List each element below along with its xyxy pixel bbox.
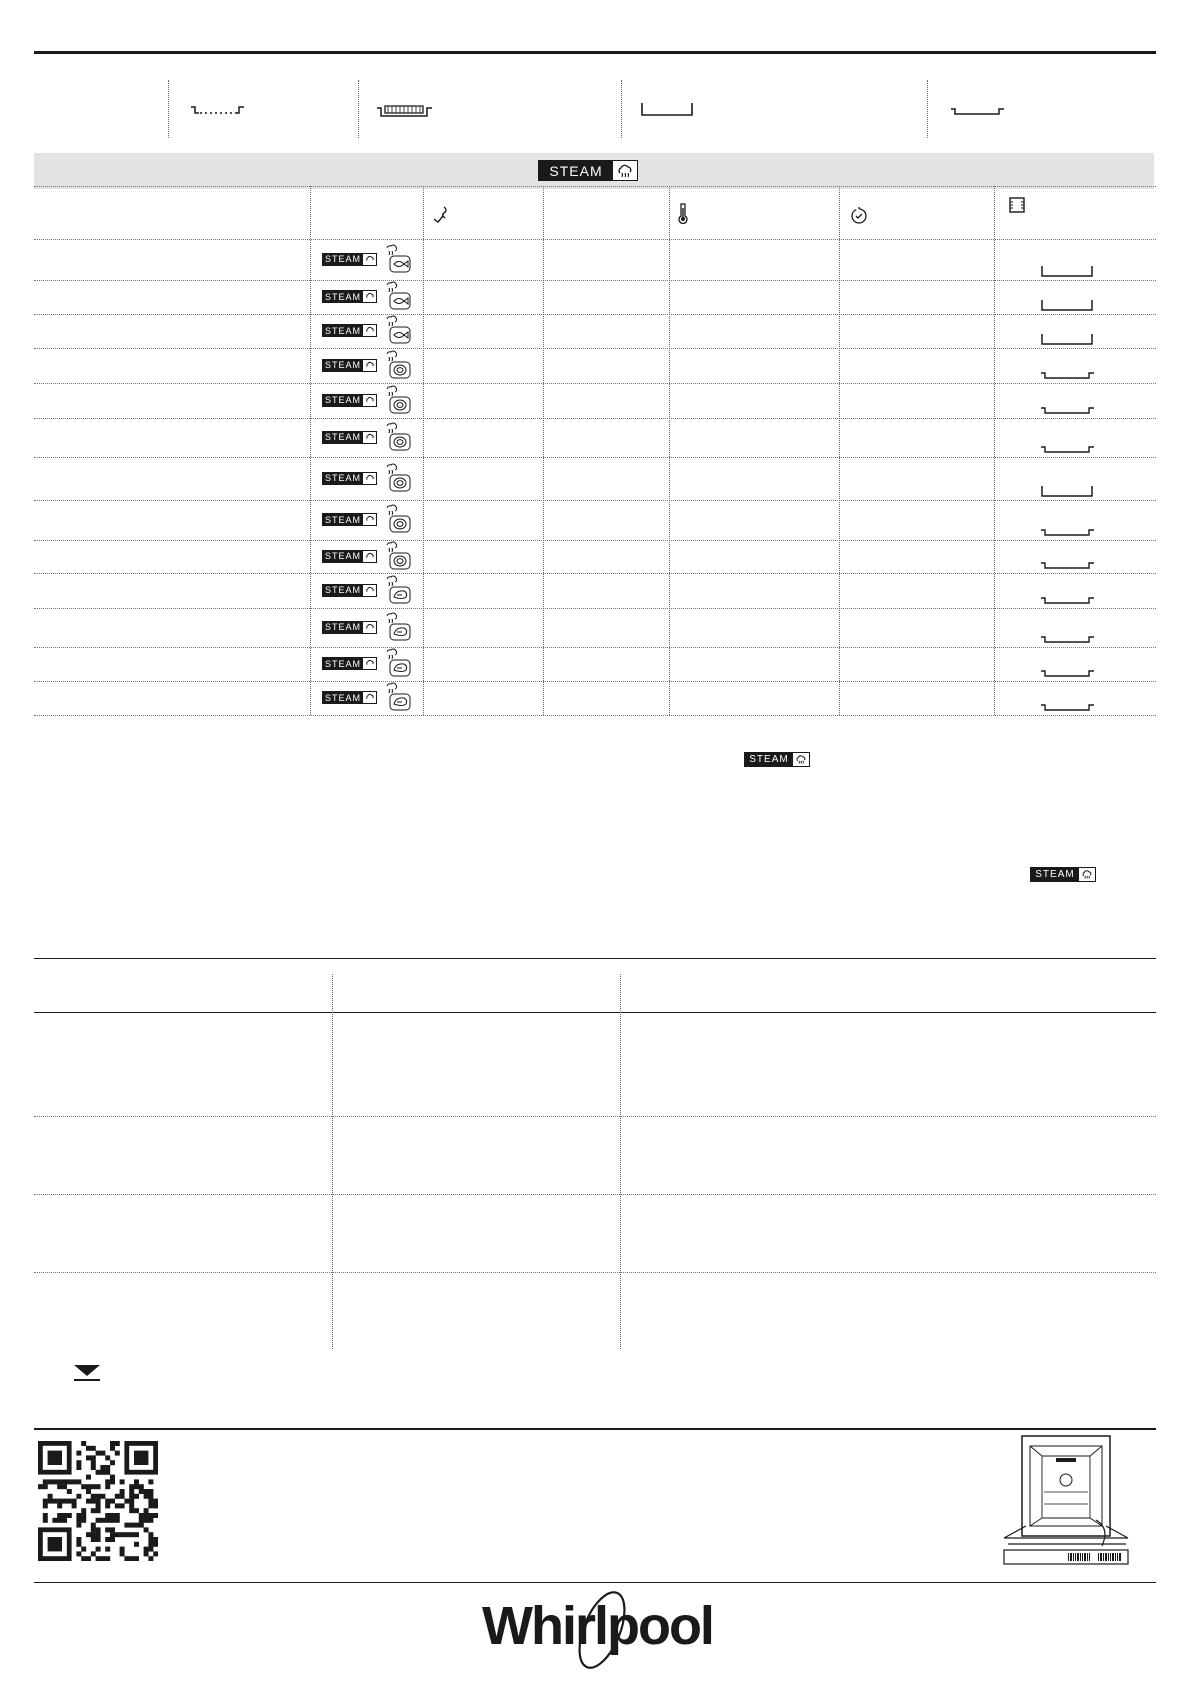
steam-cloud-icon bbox=[363, 473, 376, 484]
shallow-baking-tray-icon bbox=[1040, 526, 1096, 538]
steam-cloud-icon bbox=[363, 514, 376, 525]
timer-icon bbox=[849, 205, 869, 225]
note-steam-badge-2 bbox=[1030, 867, 1096, 882]
top-rule bbox=[34, 51, 1156, 54]
shallow-baking-tray-icon bbox=[1040, 404, 1096, 416]
steam-cloud-icon bbox=[363, 432, 376, 443]
brand-logo-text: Whirlpool bbox=[482, 1596, 713, 1656]
row-steam-badge bbox=[322, 657, 377, 670]
row-steam-label: STEAM bbox=[324, 514, 361, 525]
steam-cloud-icon bbox=[363, 692, 376, 703]
fish-icon bbox=[383, 281, 411, 311]
row-steam-label: STEAM bbox=[324, 395, 361, 405]
shallow-baking-tray-icon bbox=[1040, 701, 1096, 713]
vegetable-icon bbox=[383, 422, 411, 452]
row-steam-badge bbox=[322, 691, 377, 704]
row-steam-badge bbox=[322, 513, 377, 526]
grill-rack-on-tray-icon bbox=[376, 102, 434, 118]
shallow-baking-tray-icon bbox=[1040, 667, 1096, 679]
deep-baking-tray-icon bbox=[640, 101, 696, 117]
footer-rule-bottom bbox=[34, 1582, 1156, 1583]
meat-icon bbox=[383, 575, 411, 605]
deep-baking-tray-icon bbox=[1040, 332, 1096, 346]
row-steam-label: STEAM bbox=[324, 658, 361, 669]
fish-icon bbox=[383, 244, 411, 274]
shallow-baking-tray-icon bbox=[1040, 633, 1096, 645]
thermometer-icon bbox=[677, 202, 689, 224]
row-steam-badge bbox=[322, 290, 377, 303]
row-steam-label: STEAM bbox=[324, 473, 361, 483]
steam-cloud-icon bbox=[363, 325, 376, 336]
row-steam-label: STEAM bbox=[324, 622, 361, 632]
qr-code-icon[interactable] bbox=[38, 1441, 158, 1561]
shallow-baking-tray-icon bbox=[1040, 594, 1096, 606]
shallow-baking-tray-icon bbox=[1040, 369, 1096, 381]
shallow-baking-tray-icon bbox=[1040, 443, 1096, 455]
deep-baking-tray-icon bbox=[1040, 484, 1096, 498]
steam-cloud-icon bbox=[363, 585, 376, 596]
steam-level-icon bbox=[432, 204, 454, 224]
row-steam-label: STEAM bbox=[324, 254, 361, 264]
shallow-baking-tray-icon bbox=[950, 104, 1006, 116]
shelf-level-icon bbox=[1008, 196, 1026, 214]
vegetable-icon bbox=[383, 504, 411, 534]
steam-banner-badge bbox=[538, 160, 638, 181]
note-steam-badge-1 bbox=[744, 752, 810, 767]
steam-cloud-icon bbox=[363, 254, 376, 265]
vegetable-icon bbox=[383, 385, 411, 415]
steam-cloud-icon bbox=[363, 291, 376, 302]
note-steam-label-2: STEAM bbox=[1031, 868, 1079, 881]
row-steam-label: STEAM bbox=[324, 432, 361, 442]
vegetable-icon bbox=[383, 541, 411, 571]
steam-cloud-icon bbox=[363, 658, 376, 669]
row-steam-label: STEAM bbox=[324, 360, 361, 370]
steam-cloud-icon bbox=[363, 360, 376, 371]
row-steam-label: STEAM bbox=[324, 325, 361, 336]
row-steam-label: STEAM bbox=[324, 551, 361, 561]
footer-rule-top bbox=[34, 1428, 1156, 1430]
meat-icon bbox=[383, 648, 411, 678]
note-steam-label-1: STEAM bbox=[745, 753, 793, 766]
row-steam-badge bbox=[322, 359, 377, 372]
row-steam-badge bbox=[322, 324, 377, 337]
fish-icon bbox=[383, 315, 411, 345]
row-steam-badge bbox=[322, 253, 377, 266]
deep-baking-tray-icon bbox=[1040, 264, 1096, 278]
row-steam-badge bbox=[322, 550, 377, 563]
steam-label: STEAM bbox=[539, 161, 613, 180]
meat-icon bbox=[383, 612, 411, 642]
row-steam-badge bbox=[322, 621, 377, 634]
vegetable-icon bbox=[383, 350, 411, 380]
row-steam-label: STEAM bbox=[324, 692, 361, 703]
row-steam-badge bbox=[322, 431, 377, 444]
row-steam-label: STEAM bbox=[324, 585, 361, 595]
wire-shelf-icon bbox=[190, 103, 246, 117]
steam-cloud-icon bbox=[363, 395, 376, 406]
row-steam-badge bbox=[322, 584, 377, 597]
steam-cloud-icon bbox=[363, 551, 376, 562]
vegetable-icon bbox=[383, 463, 411, 493]
whirlpool-logo bbox=[478, 1588, 718, 1672]
shallow-baking-tray-icon bbox=[1040, 559, 1096, 571]
row-steam-label: STEAM bbox=[324, 291, 361, 302]
oven-rating-plate-icon bbox=[1000, 1434, 1132, 1570]
steam-cloud-icon bbox=[613, 161, 637, 180]
row-steam-badge bbox=[322, 394, 377, 407]
download-arrow-icon bbox=[73, 1364, 101, 1382]
meat-icon bbox=[383, 682, 411, 712]
row-steam-badge bbox=[322, 472, 377, 485]
steam-cloud-icon bbox=[363, 622, 376, 633]
steam-cloud-icon bbox=[793, 753, 809, 766]
steam-cloud-icon bbox=[1079, 868, 1095, 881]
deep-baking-tray-icon bbox=[1040, 298, 1096, 312]
